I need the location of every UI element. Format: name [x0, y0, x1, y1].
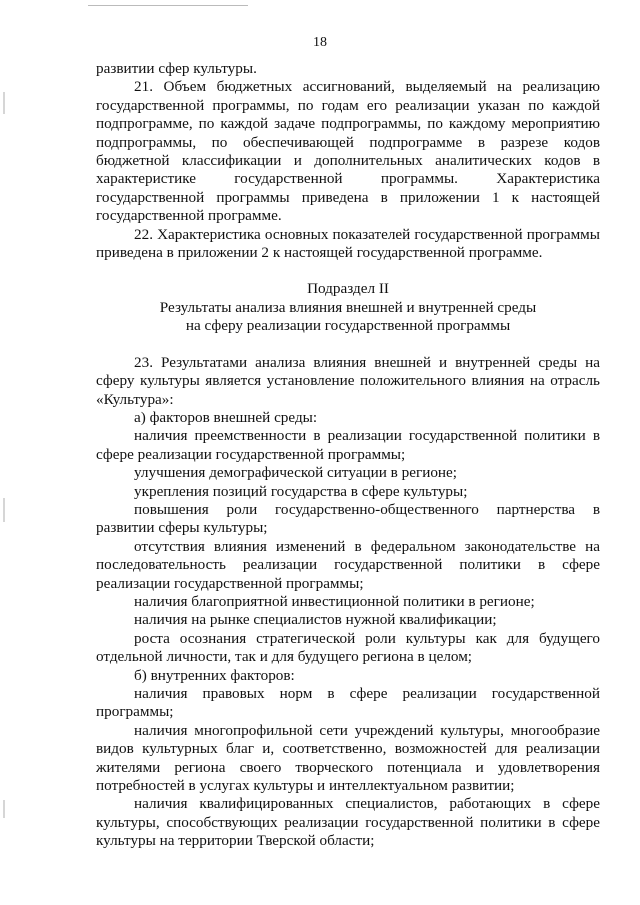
subsection-label: Подраздел II — [307, 280, 389, 298]
list-item: роста осознания стратегической роли культуры как для будущего отдельной личности, так и для будущего региона в целом; — [96, 629, 600, 666]
list-item: наличия многопрофильной сети учреждений культуры, многообразие видов культурных благ и, соответственно, возможностей для реализации жителями региона своего творческого потенциала и удовлетворения потребностей в услугах культуры и интеллектуальном развитии; — [96, 721, 600, 795]
scan-top-line — [88, 5, 248, 6]
list-item: б) внутренних факторов: — [134, 666, 295, 684]
list-item: улучшения демографической ситуации в регионе; — [134, 464, 458, 482]
list-item: наличия на рынке специалистов нужной квалификации; — [134, 611, 497, 629]
list-item: укрепления позиций государства в сфере культуры; — [134, 482, 468, 500]
list-item: отсутствия влияния изменений в федеральном законодательстве на последовательность реализации государственной политики в сфере реализации государственной программы; — [96, 537, 600, 592]
paragraph: 22. Характеристика основных показателей государственной программы приведена в приложении 2 к настоящей государственной программе. — [96, 225, 600, 262]
scan-edge-mark — [3, 92, 5, 114]
scan-edge-mark — [3, 800, 5, 818]
paragraph: развитии сфер культуры. — [96, 60, 257, 77]
page-number: 18 — [313, 35, 327, 50]
list-item: наличия правовых норм в сфере реализации государственной программы; — [96, 685, 600, 721]
list-item: повышения роли государственно-общественного партнерства в развитии сферы культуры; — [96, 500, 600, 537]
subsection-title-line: Результаты анализа влияния внешней и внутренней среды — [159, 298, 537, 316]
list-item: наличия квалифицированных специалистов, работающих в сфере культуры, способствующих реализации государственной политики в сфере культуры на территории Тверской области; — [96, 795, 600, 850]
list-item: наличия благоприятной инвестиционной политики в регионе; — [134, 592, 535, 610]
subsection-title-line: на сферу реализации государственной программы — [185, 317, 511, 335]
scan-edge-mark — [3, 498, 5, 522]
document-body — [96, 60, 600, 851]
paragraph: 23. Результатами анализа влияния внешней и внутренней среды на сферу культуры является установление положительного влияния на отрасль «Культура»: — [96, 353, 600, 408]
paragraph: 21. Объем бюджетных ассигнований, выделяемый на реализацию государственной программы, по годам его реализации указан по каждой подпрограмме, по каждой задаче подпрограммы, по каждому мероприятию подпрограммы, по обеспечивающей подпрограмме в разрезе кодов бюджетной классификации и дополнительных аналитических кодов в характеристике государственной программы. Характеристика государственной программы приведена в приложении 1 к настоящей государственной программе. — [96, 78, 600, 225]
list-item: а) факторов внешней среды: — [134, 408, 318, 426]
list-item: наличия преемственности в реализации государственной политики в сфере реализации государственной программы; — [96, 427, 600, 463]
